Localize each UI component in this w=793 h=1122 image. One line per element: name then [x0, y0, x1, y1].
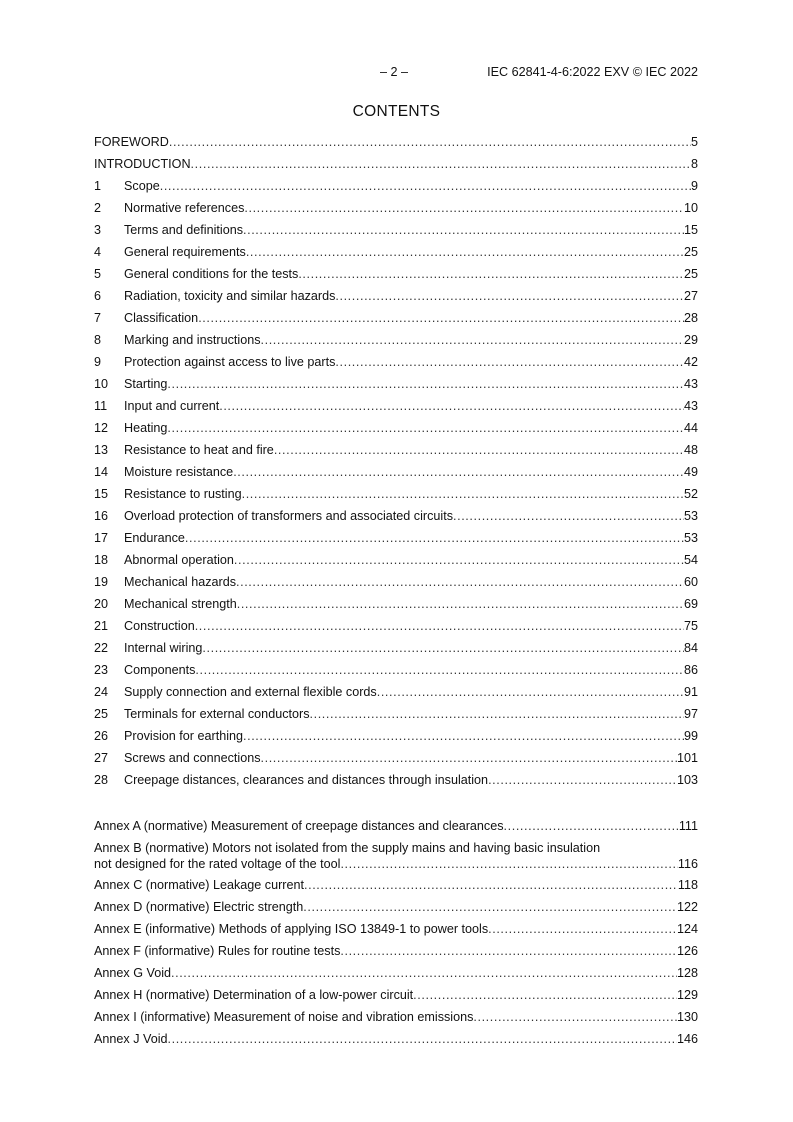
toc-entry[interactable]	[94, 398, 698, 414]
dot-leader	[504, 818, 679, 834]
dot-leader	[274, 442, 684, 458]
dot-leader	[236, 574, 684, 590]
toc-entry-title: INTRODUCTION	[94, 157, 191, 171]
dot-leader	[261, 750, 677, 766]
toc-entry-title: Annex A (normative) Measurement of creepage distances and clearances	[94, 819, 504, 833]
annex-entry[interactable]	[94, 1009, 698, 1025]
toc-entry[interactable]	[94, 684, 698, 700]
toc-entry[interactable]	[94, 662, 698, 678]
dot-leader	[202, 640, 684, 656]
annex-entry[interactable]	[94, 921, 698, 937]
toc-entry-number: 3	[94, 223, 102, 237]
toc-entry[interactable]	[94, 178, 698, 194]
toc-entry-number: 6	[94, 289, 102, 303]
toc-entry[interactable]	[94, 552, 698, 568]
toc-entry-page: 54	[683, 553, 698, 567]
toc-entry-number: 10	[94, 377, 109, 391]
toc-entry-title: Internal wiring	[124, 641, 203, 655]
toc-entry-number: 19	[94, 575, 109, 589]
toc-entry-title: Endurance	[124, 531, 185, 545]
toc-entry-title: Supply connection and external flexible cords	[124, 685, 377, 699]
toc-entry-number: 12	[94, 421, 109, 435]
annex-entry[interactable]	[94, 943, 698, 959]
dot-leader	[488, 921, 677, 937]
toc-entry-title: Provision for earthing	[124, 729, 244, 743]
toc-entry-number: 20	[94, 597, 109, 611]
annex-entry[interactable]	[94, 987, 698, 1003]
toc-entry-title: Moisture resistance	[124, 465, 234, 479]
toc-entry-title: Resistance to heat and fire	[124, 443, 274, 457]
dot-leader	[237, 596, 684, 612]
toc-entry-title: Annex G Void	[94, 966, 172, 980]
toc-entry-title: Annex H (normative) Determination of a low-power circuit	[94, 988, 414, 1002]
toc-entry-title: Terminals for external conductors	[124, 707, 310, 721]
toc-entry-number: 16	[94, 509, 109, 523]
toc-entry-title: FOREWORD	[94, 135, 169, 149]
dot-leader	[160, 178, 691, 194]
toc-entry-page: 43	[683, 377, 698, 391]
toc-entry[interactable]	[94, 706, 698, 722]
toc-entry-page: 84	[683, 641, 698, 655]
toc-entry-page: 60	[683, 575, 698, 589]
toc-entry[interactable]	[94, 310, 698, 326]
dot-leader	[304, 877, 678, 893]
toc-entry-page: 86	[683, 663, 698, 677]
toc-entry[interactable]	[94, 574, 698, 590]
annex-entry[interactable]	[94, 1031, 698, 1047]
toc-entry-page: 124	[676, 922, 698, 936]
toc-entry-title: Construction	[124, 619, 195, 633]
toc-entry-number: 22	[94, 641, 109, 655]
dot-leader	[168, 1031, 677, 1047]
toc-entry-page: 43	[683, 399, 698, 413]
toc-entry-number: 28	[94, 773, 109, 787]
toc-entry[interactable]	[94, 618, 698, 634]
toc-entry-title: General requirements	[124, 245, 246, 259]
toc-entry-title: Marking and instructions	[124, 333, 261, 347]
dot-leader	[233, 464, 684, 480]
toc-entry-title: Annex I (informative) Measurement of noise and vibration emissions	[94, 1010, 474, 1024]
dot-leader	[185, 530, 684, 546]
toc-entry-page: 111	[678, 819, 698, 833]
toc-entry-title: Radiation, toxicity and similar hazards	[124, 289, 336, 303]
toc-entry[interactable]	[94, 728, 698, 744]
toc-entry-page: 126	[676, 944, 698, 958]
dot-leader	[171, 965, 677, 981]
toc-entry-page: 146	[676, 1032, 698, 1046]
toc-entry-number: 17	[94, 531, 109, 545]
toc-entry[interactable]	[94, 508, 698, 524]
toc-entry-page: 8	[690, 157, 698, 171]
toc-entry[interactable]	[94, 266, 698, 282]
toc-entry-page: 53	[683, 531, 698, 545]
toc-entry-title: Scope	[124, 179, 160, 193]
dot-leader	[413, 987, 677, 1003]
dot-leader	[167, 376, 684, 392]
toc-entry-title: Annex J Void	[94, 1032, 168, 1046]
toc-entry[interactable]	[94, 464, 698, 480]
toc-entry-title: Annex E (informative) Methods of applying ISO 13849-1 to power tools	[94, 922, 489, 936]
toc-entry-page: 128	[676, 966, 698, 980]
dot-leader	[195, 618, 684, 634]
toc-entry-number: 26	[94, 729, 109, 743]
toc-entry[interactable]	[94, 354, 698, 370]
dot-leader	[335, 288, 684, 304]
dot-leader	[340, 943, 677, 959]
document-reference: IEC 62841-4-6:2022 EXV © IEC 2022	[487, 65, 698, 79]
toc-entry[interactable]	[94, 332, 698, 348]
dot-leader	[246, 244, 684, 260]
toc-entry[interactable]	[94, 200, 698, 216]
annex-entry[interactable]	[94, 818, 698, 834]
toc-entry[interactable]	[94, 596, 698, 612]
dot-leader	[243, 728, 684, 744]
toc-entry-title: Annex C (normative) Leakage current	[94, 878, 304, 892]
annex-entry[interactable]	[94, 877, 698, 893]
toc-entry-title: Annex F (informative) Rules for routine tests	[94, 944, 341, 958]
toc-entry-number: 5	[94, 267, 102, 281]
toc-entry-page: 28	[683, 311, 698, 325]
toc-entry-page: 49	[683, 465, 698, 479]
toc-entry[interactable]	[94, 156, 698, 172]
toc-entry[interactable]	[94, 442, 698, 458]
contents-heading: CONTENTS	[352, 103, 441, 120]
page-number: – 2 –	[380, 65, 409, 79]
toc-entry-title: Classification	[124, 311, 199, 325]
toc-entry[interactable]	[94, 134, 698, 150]
toc-entry-number: 15	[94, 487, 109, 501]
dot-leader	[167, 420, 684, 436]
toc-entry-number: 24	[94, 685, 109, 699]
toc-entry-page: 29	[683, 333, 698, 347]
toc-entry[interactable]	[94, 420, 698, 436]
toc-entry-title: Input and current	[124, 399, 220, 413]
toc-entry-title: Components	[124, 663, 196, 677]
annex-entry[interactable]	[94, 965, 698, 981]
toc-entry-page: 91	[683, 685, 698, 699]
annex-entry[interactable]	[94, 899, 698, 915]
toc-entry-title: Resistance to rusting	[124, 487, 242, 501]
toc-entry-number: 11	[94, 399, 108, 413]
toc-entry[interactable]	[94, 772, 698, 788]
dot-leader	[335, 354, 684, 370]
toc-entry[interactable]	[94, 486, 698, 502]
dot-leader	[261, 332, 684, 348]
toc-entry-page: 27	[683, 289, 698, 303]
dot-leader	[191, 156, 691, 172]
toc-entry-title: Overload protection of transformers and associated circuits	[124, 509, 453, 523]
dot-leader	[243, 222, 684, 238]
dot-leader	[303, 899, 677, 915]
dot-leader	[310, 706, 684, 722]
toc-entry-title: Creepage distances, clearances and distances through insulation	[124, 773, 489, 787]
annex-entry[interactable]	[94, 856, 698, 872]
toc-entry-page: 5	[690, 135, 698, 149]
toc-entry-page: 15	[683, 223, 698, 237]
toc-entry-page: 69	[683, 597, 698, 611]
dot-leader	[169, 134, 691, 150]
toc-entry-page: 118	[677, 878, 698, 892]
toc-entry-title: Mechanical hazards	[124, 575, 237, 589]
toc-entry-page: 52	[683, 487, 698, 501]
toc-entry-number: 21	[94, 619, 109, 633]
dot-leader	[488, 772, 677, 788]
toc-entry-number: 2	[94, 201, 102, 215]
toc-entry[interactable]	[94, 288, 698, 304]
page-header	[0, 65, 698, 81]
toc-entry[interactable]	[94, 530, 698, 546]
toc-entry-page: 116	[677, 857, 698, 871]
dot-leader	[244, 200, 684, 216]
toc-entry-number: 27	[94, 751, 109, 765]
toc-entry[interactable]	[94, 376, 698, 392]
toc-entry-page: 44	[683, 421, 698, 435]
dot-leader	[234, 552, 684, 568]
toc-entry-number: 18	[94, 553, 109, 567]
toc-entry[interactable]	[94, 244, 698, 260]
toc-entry-page: 53	[683, 509, 698, 523]
toc-entry-number: 8	[94, 333, 102, 347]
toc-entry-page: 25	[683, 267, 698, 281]
dot-leader	[198, 310, 684, 326]
annex-entry-title-line1[interactable]: Annex B (normative) Motors not isolated from the supply mains and having basic insulation	[94, 841, 601, 855]
toc-entry-number: 1	[94, 179, 102, 193]
toc-entry-title: Heating	[124, 421, 168, 435]
toc-entry[interactable]	[94, 750, 698, 766]
dot-leader	[242, 486, 684, 502]
toc-entry-number: 9	[94, 355, 102, 369]
dot-leader	[219, 398, 684, 414]
toc-entry-title: General conditions for the tests	[124, 267, 299, 281]
dot-leader	[340, 856, 677, 872]
toc-entry-page: 75	[683, 619, 698, 633]
toc-entry-number: 25	[94, 707, 109, 721]
toc-entry-page: 48	[683, 443, 698, 457]
toc-entry-number: 4	[94, 245, 102, 259]
toc-entry-page: 10	[683, 201, 698, 215]
toc-entry-page: 25	[683, 245, 698, 259]
toc-entry-page: 130	[676, 1010, 698, 1024]
toc-entry-page: 99	[683, 729, 698, 743]
dot-leader	[473, 1009, 677, 1025]
toc-entry-page: 129	[676, 988, 698, 1002]
toc-entry-page: 42	[683, 355, 698, 369]
toc-entry-number: 23	[94, 663, 109, 677]
dot-leader	[195, 662, 684, 678]
toc-entry-title: Protection against access to live parts	[124, 355, 336, 369]
dot-leader	[298, 266, 684, 282]
toc-entry[interactable]	[94, 222, 698, 238]
dot-leader	[377, 684, 684, 700]
toc-entry-page: 122	[676, 900, 698, 914]
toc-entry-number: 7	[94, 311, 102, 325]
toc-entry-title: Mechanical strength	[124, 597, 237, 611]
toc-entry-title: Starting	[124, 377, 168, 391]
toc-entry-title: Abnormal operation	[124, 553, 234, 567]
toc-entry-page: 101	[676, 751, 698, 765]
toc-entry-title: Terms and definitions	[124, 223, 244, 237]
toc-entry-title: Annex D (normative) Electric strength	[94, 900, 304, 914]
toc-entry-number: 13	[94, 443, 109, 457]
toc-entry-page: 9	[690, 179, 698, 193]
toc-entry[interactable]	[94, 640, 698, 656]
toc-entry-page: 103	[676, 773, 698, 787]
toc-entry-page: 97	[683, 707, 698, 721]
toc-entry-title: Screws and connections	[124, 751, 261, 765]
toc-entry-title: Normative references	[124, 201, 245, 215]
toc-entry-title: not designed for the rated voltage of the tool	[94, 857, 341, 871]
toc-entry-number: 14	[94, 465, 109, 479]
dot-leader	[453, 508, 684, 524]
